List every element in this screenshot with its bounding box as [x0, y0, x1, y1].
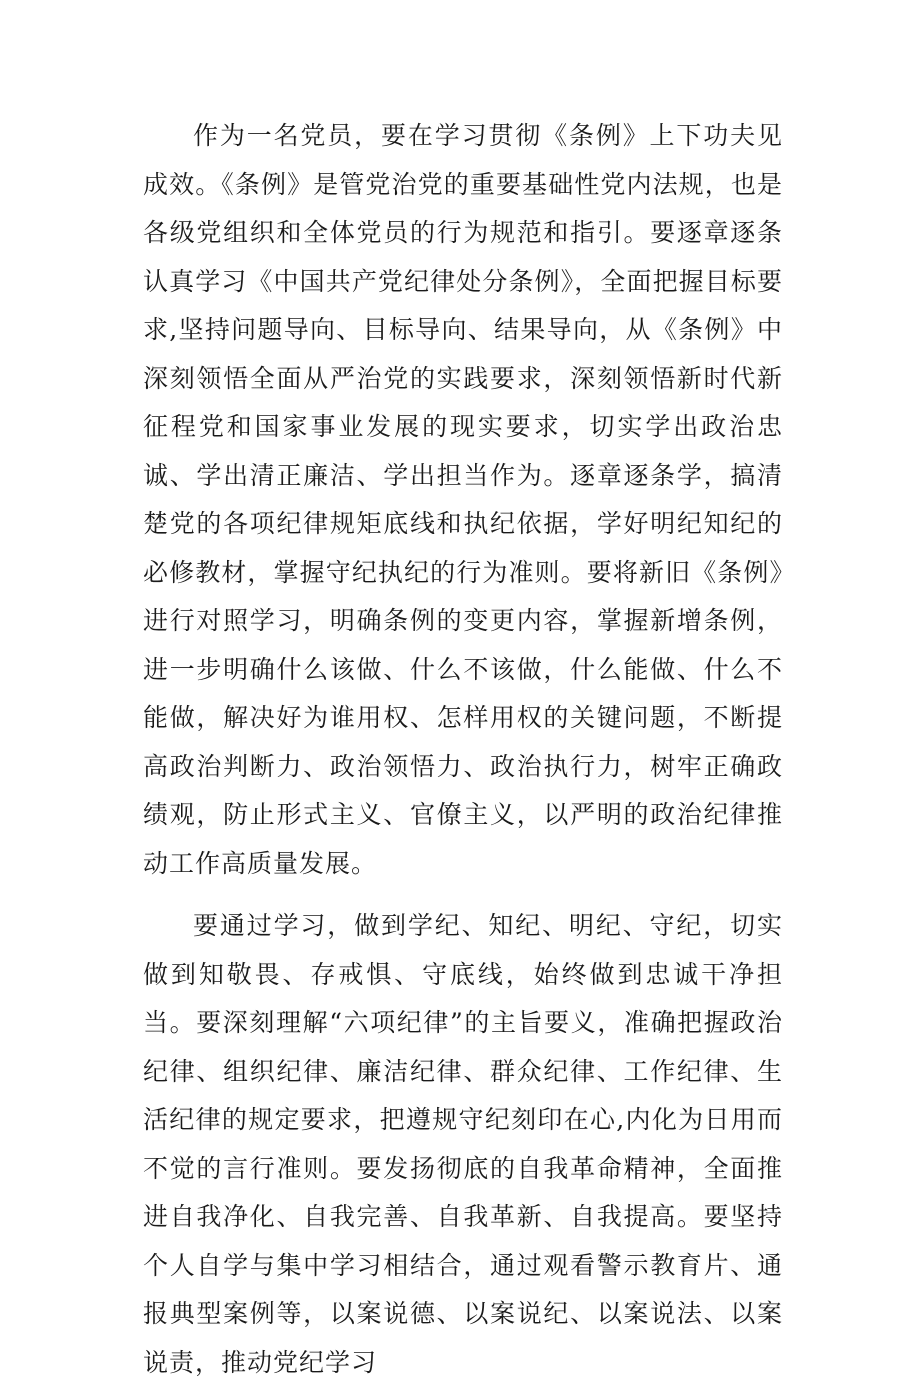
paragraph-1: 作为一名党员，要在学习贯彻《条例》上下功夫见成效。《条例》是管党治党的重要基础性党内法规，也是各级党组织和全体党员的行为规范和指引。要逐章逐条认真学习《中国共产党纪律处分条例》，全面把握目标要求,坚持问题导向、目标导向、结果导向，从《条例》中深刻领悟全面从严治党的实践要求，深刻领悟新时代新征程党和国家事业发展的现实要求，切实学出政治忠诚、学出清正廉洁、学出担当作为。逐章逐条学，搞清楚党的各项纪律规矩底线和执纪依据，学好明纪知纪的必修教材，掌握守纪执纪的行为准则。要将新旧《条例》进行对照学习，明确条例的变更内容，掌握新增条例，进一步明确什么该做、什么不该做，什么能做、什么不能做，解决好为谁用权、怎样用权的关键问题，不断提高政治判断力、政治领悟力、政治执行力，树牢正确政绩观，防止形式主义、官僚主义，以严明的政治纪律推动工作高质量发展。: [143, 121, 783, 878]
document-body: [143, 112, 783, 1387]
paragraph-2: 要通过学习，做到学纪、知纪、明纪、守纪，切实做到知敬畏、存戒惧、守底线，始终做到忠诚干净担当。要深刻理解“六项纪律”的主旨要义，准确把握政治纪律、组织纪律、廉洁纪律、群众纪律、工作纪律、生活纪律的规定要求，把遵规守纪刻印在心,内化为日用而不觉的言行准则。要发扬彻底的自我革命精神，全面推进自我净化、自我完善、自我革新、自我提高。要坚持个人自学与集中学习相结合，通过观看警示教育片、通报典型案例等，以案说德、以案说纪、以案说法、以案说责，推动党纪学习: [143, 911, 783, 1377]
